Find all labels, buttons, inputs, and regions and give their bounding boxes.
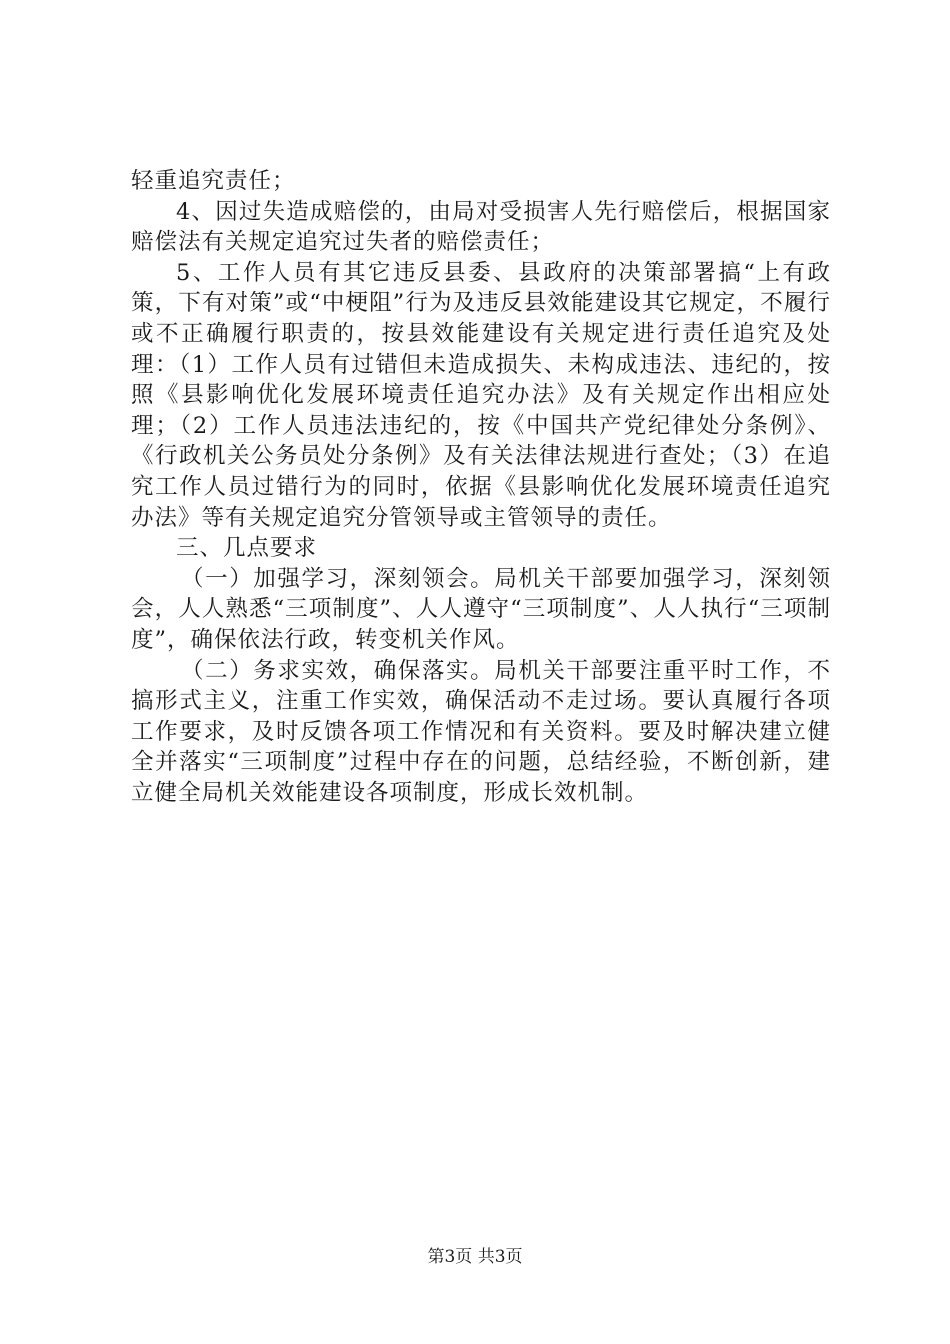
section-heading: 三、几点要求 (176, 535, 318, 562)
paragraph-continuation: 轻重追究责任； (131, 168, 296, 194)
document-body (131, 166, 831, 808)
paragraph-requirement-2: （二）务求实效，确保落实。局机关干部要注重平时工作，不搞形式主义，注重工作实效，确保活动不走过场。要认真履行各项工作要求，及时反馈各项工作情况和有关资料。要及时解决建立健全并落实“三项制度”过程中存在的问题，总结经验，不断创新，建立健全局机关效能建设各项制度，形成长效机制。 (131, 657, 831, 806)
paragraph-item-5: 5、工作人员有其它违反县委、县政府的决策部署搞“上有政策，下有对策”或“中梗阻”行为及违反县效能建设其它规定，不履行或不正确履行职责的，按县效能建设有关规定进行责任追究及处理：（1）工作人员有过错但未造成损失、未构成违法、违纪的，按照《县影响优化发展环境责任追究办法》及有关规定作出相应处理；（2）工作人员违法违纪的，按《中国共产党纪律处分条例》、《行政机关公务员处分条例》及有关法律法规进行查处；（3）在追究工作人员过错行为的同时，依据《县影响优化发展环境责任追究办法》等有关规定追究分管领导或主管领导的责任。 (131, 259, 831, 531)
page-number: 第3页 共3页 (427, 1247, 523, 1267)
paragraph-requirement-1: （一）加强学习，深刻领会。局机关干部要加强学习，深刻领会，人人熟悉“三项制度”、人人遵守“三项制度”、人人执行“三项制度”，确保依法行政，转变机关作风。 (131, 565, 831, 653)
page-footer (0, 1242, 950, 1267)
paragraph-item-4: 4、因过失造成赔偿的，由局对受损害人先行赔偿后，根据国家赔偿法有关规定追究过失者的赔偿责任； (131, 198, 831, 256)
